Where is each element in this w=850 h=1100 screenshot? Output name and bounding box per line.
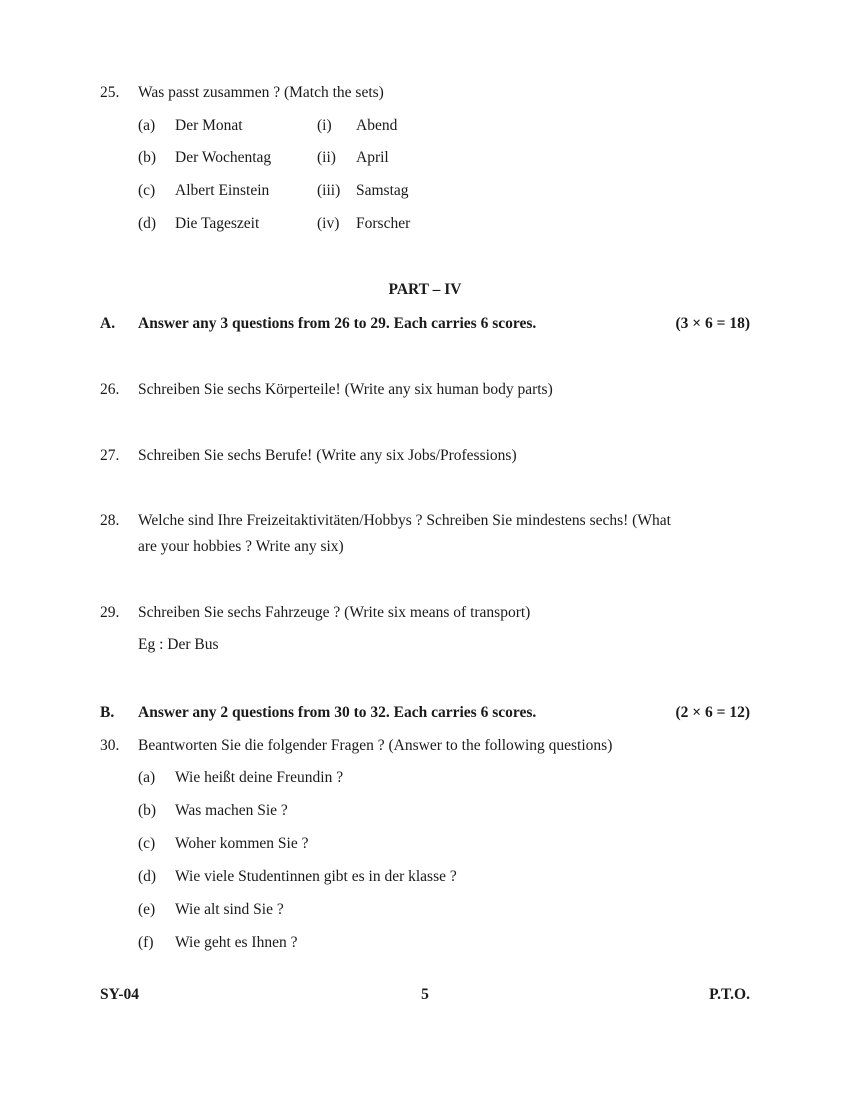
sub-question: Wie alt sind Sie ? xyxy=(175,901,284,918)
footer-pto: P.T.O. xyxy=(709,986,750,1003)
option-letter: (b) xyxy=(138,802,157,819)
question-text: Was passt zusammen ? (Match the sets) xyxy=(138,84,384,101)
question-text: Schreiben Sie sechs Fahrzeuge ? (Write six means of transport) xyxy=(138,604,531,621)
question-text: Schreiben Sie sechs Berufe! (Write any six Jobs/Professions) xyxy=(138,447,517,464)
option-letter: (d) xyxy=(138,215,157,232)
section-marks: (2 × 6 = 12) xyxy=(675,704,750,721)
question-number: 28. xyxy=(100,512,120,529)
match-right-item: Abend xyxy=(356,117,398,134)
question-number: 25. xyxy=(100,84,120,101)
match-right-item: April xyxy=(356,149,389,166)
option-letter: (e) xyxy=(138,901,156,918)
match-left-item: Der Wochentag xyxy=(175,149,272,166)
option-letter: (d) xyxy=(138,868,157,885)
section-label: B. xyxy=(100,704,115,721)
question-text-continued: are your hobbies ? Write any six) xyxy=(138,538,344,555)
section-instruction: Answer any 3 questions from 26 to 29. Each carries 6 scores. xyxy=(138,315,537,332)
match-left-item: Albert Einstein xyxy=(175,182,270,199)
question-number: 26. xyxy=(100,381,120,398)
option-letter: (a) xyxy=(138,117,156,134)
section-instruction: Answer any 2 questions from 30 to 32. Each carries 6 scores. xyxy=(138,704,537,721)
page-number: 5 xyxy=(421,986,429,1003)
option-letter: (a) xyxy=(138,769,156,786)
match-right-item: Samstag xyxy=(356,182,409,199)
option-letter: (f) xyxy=(138,934,154,951)
option-roman: (i) xyxy=(317,117,332,134)
sub-question: Wie geht es Ihnen ? xyxy=(175,934,298,951)
match-left-item: Die Tageszeit xyxy=(175,215,260,232)
sub-question: Wie viele Studentinnen gibt es in der klasse ? xyxy=(175,868,457,885)
footer-code: SY-04 xyxy=(100,986,140,1003)
question-number: 27. xyxy=(100,447,120,464)
section-label: A. xyxy=(100,315,116,332)
option-letter: (b) xyxy=(138,149,157,166)
sub-question: Wie heißt deine Freundin ? xyxy=(175,769,344,786)
section-marks: (3 × 6 = 18) xyxy=(675,315,750,332)
option-letter: (c) xyxy=(138,835,156,852)
question-text: Schreiben Sie sechs Körperteile! (Write any six human body parts) xyxy=(138,381,553,398)
part-title: PART – IV xyxy=(388,281,462,298)
question-number: 29. xyxy=(100,604,120,621)
question-number: 30. xyxy=(100,737,120,754)
match-right-item: Forscher xyxy=(356,215,411,232)
question-text: Beantworten Sie die folgender Fragen ? (Answer to the following questions) xyxy=(138,737,613,754)
sub-question: Was machen Sie ? xyxy=(175,802,288,819)
option-roman: (iii) xyxy=(317,182,341,199)
question-text: Welche sind Ihre Freizeitaktivitäten/Hobbys ? Schreiben Sie mindestens sechs! (What xyxy=(138,512,671,529)
option-letter: (c) xyxy=(138,182,156,199)
sub-question: Woher kommen Sie ? xyxy=(175,835,309,852)
option-roman: (iv) xyxy=(317,215,340,232)
match-left-item: Der Monat xyxy=(175,117,243,134)
question-example: Eg : Der Bus xyxy=(138,636,219,653)
option-roman: (ii) xyxy=(317,149,336,166)
